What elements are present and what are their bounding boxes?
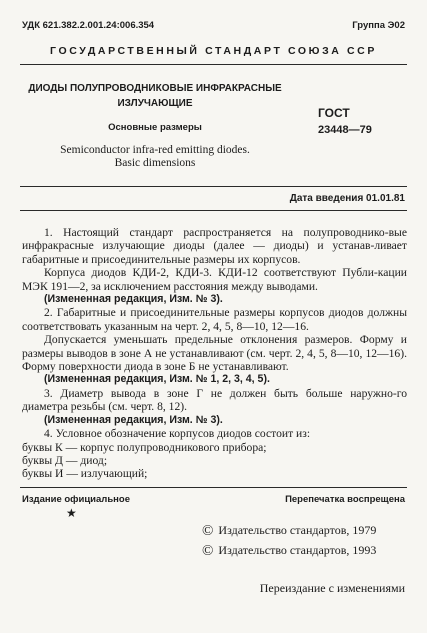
footer-rule [20,487,407,488]
body-rule [20,210,407,211]
copyright-1979 [202,523,376,540]
amendment-note-1: (Измененная редакция, Изм. № 3). [44,293,223,306]
group-code: Группа Э02 [352,20,405,31]
amendment-note-3: (Измененная редакция, Изм. № 3). [44,413,223,426]
date-rule [20,186,407,187]
english-title-line-1: Semiconductor infra-red emitting diodes. [60,144,250,156]
header-rule [20,64,407,65]
document-subtitle: Основные размеры [108,122,202,133]
gost-number: 23448—79 [318,124,372,136]
copyright-1979-text: Издательство стандартов, 1979 [218,523,377,537]
star-icon: ★ [66,506,77,520]
paragraph-3: 2. Габаритные и присоединительные размеры корпусов диодов должны соответствовать указанным на черт. 2, 4, 5, 8—10, 12—16. [22,306,407,333]
standard-body-title: ГОСУДАРСТВЕННЫЙ СТАНДАРТ СОЮЗА ССР [50,45,377,57]
document-title-line-2: ИЗЛУЧАЮЩИЕ [117,98,193,109]
copyright-icon: © [202,543,214,559]
official-edition: Издание официальное [22,494,130,505]
document-title [20,81,290,111]
paragraph-4: Допускается уменьшать предельные отклонения размеров. Форму и размеры выводов в зоне А не устанавливают (см. черт. 2, 4, 5, 8—10, 12—16). Форму поверхности диода в зоне Б не устанавливают. [22,333,407,374]
gost-label: ГОСТ [318,106,350,120]
list-item-i: буквы И — излучающий; [22,467,148,481]
paragraph-6: 4. Условное обозначение корпусов диодов состоит из: [44,427,311,441]
copyright-icon: © [202,523,214,539]
amendment-note-2: (Измененная редакция, Изм. № 1, 2, 3, 4, 5). [44,373,270,386]
reissue-note: Переиздание с изменениями [259,581,405,595]
copyright-1993 [202,543,376,560]
english-title-line-2: Basic dimensions [114,157,196,169]
paragraph-2: Корпуса диодов КДИ-2, КДИ-3. КДИ-12 соответствуют Публи-кации МЭК 191—2, за исключением расстояния между выводами. [22,266,407,293]
list-item-k: буквы К — корпус полупроводникового прибора; [22,440,267,454]
body-text [22,226,407,481]
paragraph-5: 3. Диаметр вывода в зоне Г не должен быть больше наружно-го диаметра резьбы (см. черт. 8, 12). [22,386,407,414]
document-title-line-1: ДИОДЫ ПОЛУПРОВОДНИКОВЫЕ ИНФРАКРАСНЫЕ [28,83,282,94]
udk-code: УДК 621.382.2.001.24:006.354 [22,20,155,31]
reprint-prohibited: Перепечатка воспрещена [285,494,405,505]
english-title [20,144,290,170]
effective-date: Дата введения 01.01.81 [289,193,405,204]
paragraph-1: 1. Настоящий стандарт распространяется на полупроводнико-вые инфракрасные излучающие диоды (далее — диоды) и устанав-ливает габаритные и присоединительные размеры их корпусов. [22,226,407,266]
copyright-1993-text: Издательство стандартов, 1993 [218,543,377,557]
list-item-d: буквы Д — диод; [22,453,108,467]
